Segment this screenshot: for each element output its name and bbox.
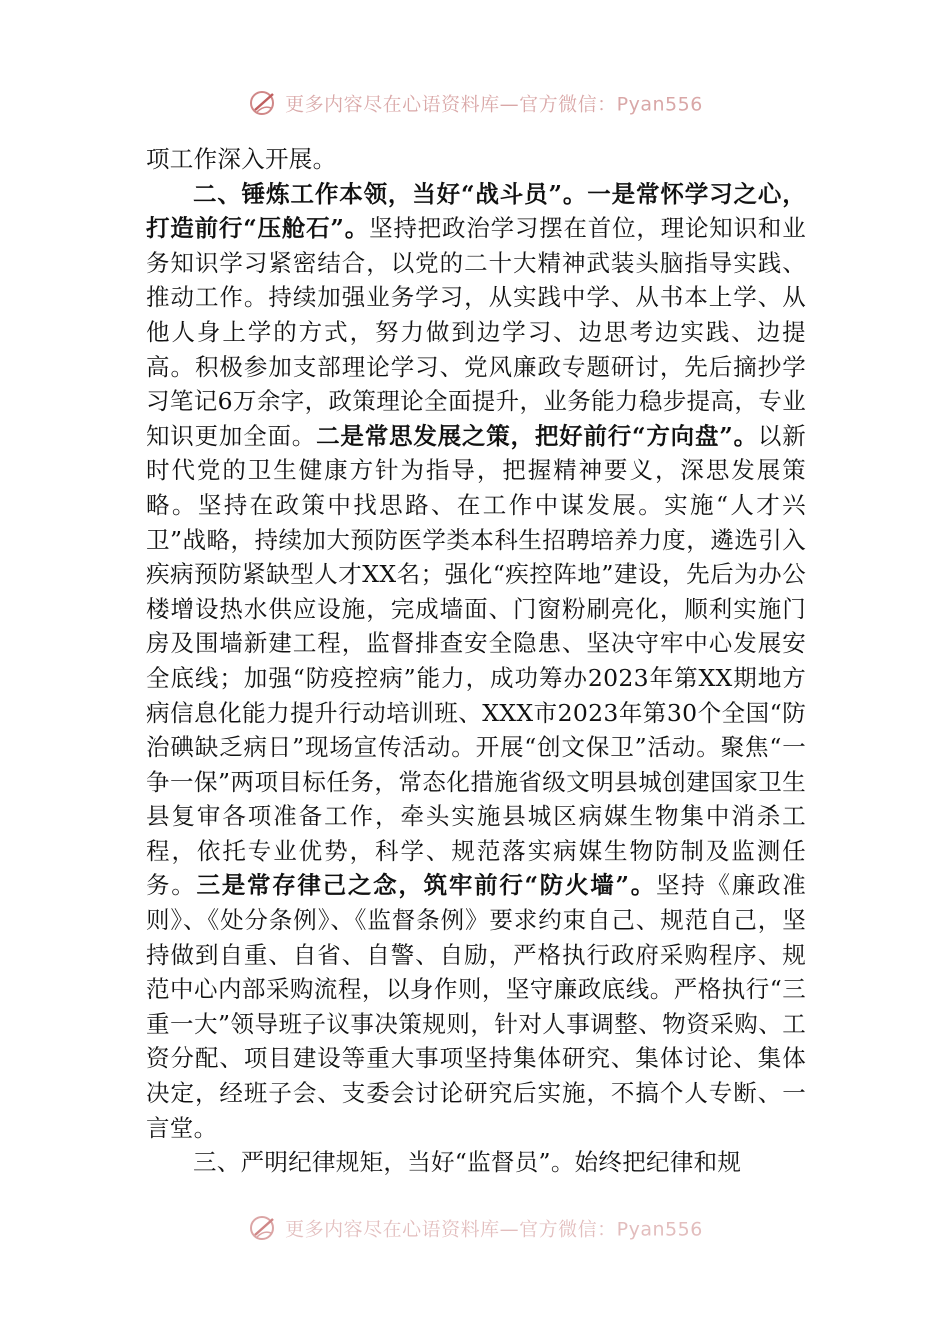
pen-logo-icon [247, 88, 281, 118]
text-segment: 坚持把政治学习摆在首位，理论知识和业务知识学习紧密结合，以党的二十大精神武装头脑指导实践、推动工作。持续加强业务学习，从实践中学、从书本上学、从他人身上学的方式，努力做到边学习、边思考边实践、边提高。积极参加支部理论学习、党风廉政专题研讨，先后摘抄学习笔记6万余字，政策理论全面提升，业务能力稳步提高，专业知识更加全面。 [146, 214, 806, 450]
text-segment: 以新时代党的卫生健康方针为指导，把握精神要义，深思发展策略。坚持在政策中找思路、在工作中谋发展。实施“人才兴卫”战略，持续加大预防医学类本科生招聘培养力度，遴选引入疾病预防紧缺型人才XX名；强化“疾控阵地”建设，先后为办公楼增设热水供应设施，完成墙面、门窗粉刷亮化，顺利实施门房及围墙新建工程，监督排查安全隐患、坚决守牢中心发展安全底线；加强“防疫控病”能力，成功筹办2023年第XX期地方病信息化能力提升行动培训班、XXX市2023年第30个全国“防治碘缺乏病日”现场宣传活动。开展“创文保卫”活动。聚焦“一争一保”两项目标任务，常态化措施省级文明县城创建国家卫生县复审各项准备工作，牵头实施县城区病媒生物集中消杀工程，依托专业优势，科学、规范落实病媒生物防制及监测任务。 [146, 421, 807, 900]
text-segment: 项工作深入开展。 [146, 145, 337, 173]
subheading-bold: 三是常存律己之念，筑牢前行“防火墙”。 [196, 871, 657, 900]
pen-logo-icon [247, 1213, 281, 1243]
text-segment: 三、严明纪律规矩，当好“监督员”。始终把纪律和规 [193, 1148, 742, 1177]
paragraph-continuation [146, 142, 806, 177]
text-segment: 坚持《廉政准则》、《处分条例》、《监督条例》要求约束自己、规范自己，坚持做到自重、自省、自警、自励，严格执行政府采购程序、规范中心内部采购流程，以身作则，坚守廉政底线。严格执行“三重一大”领导班子议事决策规则，针对人事调整、物资采购、工资分配、项目建设等重大事项坚持集体研究、集体讨论、集体决定，经班子会、支委会讨论研究后实施，不搞个人专断、一言堂。 [146, 871, 806, 1142]
watermark-header [0, 88, 950, 118]
watermark-text: 更多内容尽在心语资料库—官方微信：Pyan556 [285, 1218, 703, 1241]
section-heading-bold: 二、锤炼工作本领，当好“战斗员”。一是常怀学习之心，打造前行“压舱石”。 [146, 179, 806, 243]
watermark-footer [0, 1213, 950, 1243]
watermark-text: 更多内容尽在心语资料库—官方微信：Pyan556 [285, 93, 703, 116]
document-body [146, 142, 806, 1180]
subheading-bold: 二是常思发展之策，把好前行“方向盘”。 [316, 421, 758, 450]
paragraph-section-two [146, 177, 806, 1146]
paragraph-section-three [146, 1145, 806, 1180]
